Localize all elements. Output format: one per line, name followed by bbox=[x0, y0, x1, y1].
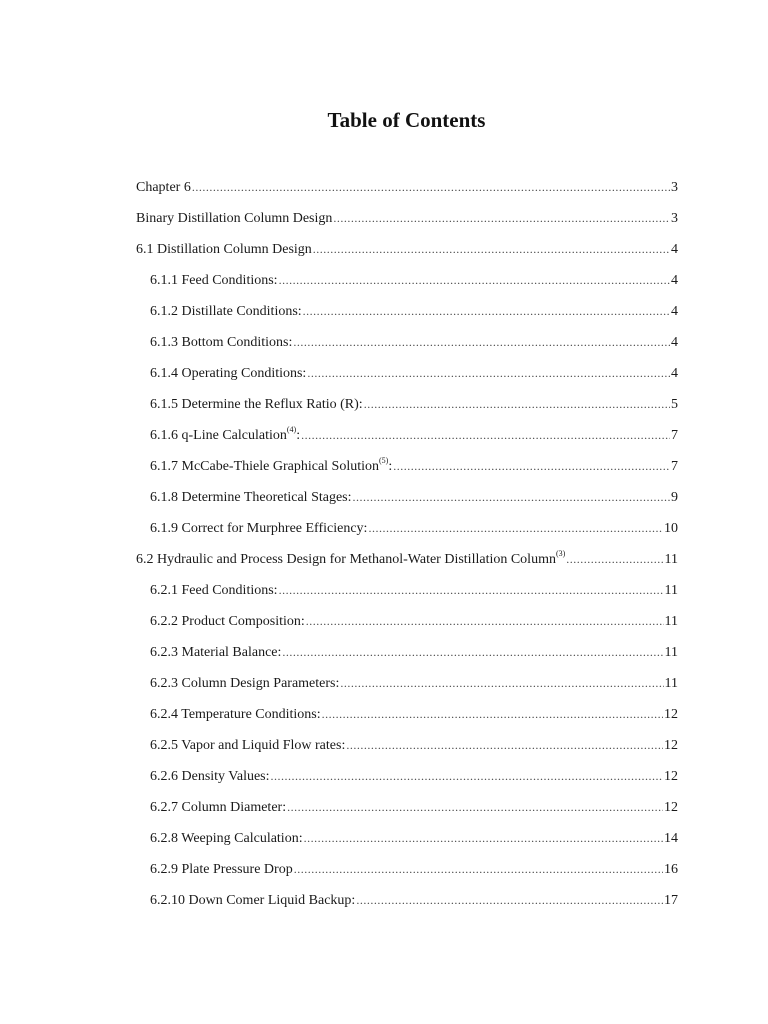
toc-entry[interactable] bbox=[136, 858, 678, 889]
toc-page-number: 11 bbox=[664, 583, 678, 598]
dot-leader bbox=[287, 796, 663, 818]
toc-entry[interactable] bbox=[136, 765, 678, 796]
dot-leader bbox=[346, 734, 663, 756]
toc-entry[interactable] bbox=[136, 207, 678, 238]
toc-page-number: 4 bbox=[671, 242, 678, 257]
toc-entry[interactable] bbox=[136, 579, 678, 610]
toc-page-number: 12 bbox=[664, 800, 678, 815]
toc-entry-label: 6.1.7 McCabe-Thiele Graphical Solution$^{(5)}$: bbox=[150, 456, 393, 474]
toc-entry[interactable] bbox=[136, 827, 678, 858]
toc-entry-label: 6.2 Hydraulic and Process Design for Methanol-Water Distillation Column$^{(3)}$ bbox=[136, 549, 566, 567]
toc-entry[interactable] bbox=[136, 424, 678, 455]
toc-entry-label: 6.2.9 Plate Pressure Drop bbox=[150, 862, 293, 877]
toc-entry-label: 6.1.8 Determine Theoretical Stages: bbox=[150, 490, 352, 505]
dot-leader bbox=[566, 548, 663, 570]
toc-entry[interactable] bbox=[136, 331, 678, 362]
toc-page-number: 11 bbox=[664, 676, 678, 691]
toc-entry-label: Chapter 6 bbox=[136, 180, 191, 195]
toc-entry[interactable] bbox=[136, 362, 678, 393]
toc-entry-label: 6.1.3 Bottom Conditions: bbox=[150, 335, 293, 350]
dot-leader bbox=[304, 827, 663, 849]
toc-entry[interactable] bbox=[136, 734, 678, 765]
toc-entry[interactable] bbox=[136, 703, 678, 734]
toc-entry-label: 6.1.1 Feed Conditions: bbox=[150, 273, 278, 288]
toc-entry-label: 6.1 Distillation Column Design bbox=[136, 242, 312, 257]
dot-leader bbox=[271, 765, 663, 787]
toc-entry-label: 6.1.9 Correct for Murphree Efficiency: bbox=[150, 521, 368, 536]
toc-page-number: 3 bbox=[671, 211, 678, 226]
toc-page-number: 11 bbox=[664, 645, 678, 660]
toc-entry[interactable] bbox=[136, 455, 678, 486]
dot-leader bbox=[279, 269, 670, 291]
toc-page-number: 4 bbox=[671, 273, 678, 288]
dot-leader bbox=[306, 610, 664, 632]
toc-entry-label: 6.2.1 Feed Conditions: bbox=[150, 583, 278, 598]
toc-page-number: 14 bbox=[664, 831, 678, 846]
toc-entry-label: 6.2.6 Density Values: bbox=[150, 769, 270, 784]
toc-entry-label: Binary Distillation Column Design bbox=[136, 211, 333, 226]
dot-leader bbox=[356, 889, 663, 911]
toc-page-number: 4 bbox=[671, 335, 678, 350]
toc-entry-label: 6.2.5 Vapor and Liquid Flow rates: bbox=[150, 738, 346, 753]
toc-page-number: 10 bbox=[664, 521, 678, 536]
toc-entry-label: 6.1.4 Operating Conditions: bbox=[150, 366, 307, 381]
dot-leader bbox=[294, 858, 663, 880]
toc-entry[interactable] bbox=[136, 269, 678, 300]
table-of-contents bbox=[136, 176, 678, 920]
dot-leader bbox=[307, 362, 670, 384]
toc-entry[interactable] bbox=[136, 393, 678, 424]
toc-entry[interactable] bbox=[136, 889, 678, 920]
toc-page-number: 11 bbox=[664, 552, 678, 567]
toc-entry[interactable] bbox=[136, 610, 678, 641]
toc-entry[interactable] bbox=[136, 517, 678, 548]
toc-page-number: 9 bbox=[671, 490, 678, 505]
dot-leader bbox=[333, 207, 670, 229]
toc-page-number: 12 bbox=[664, 769, 678, 784]
dot-leader bbox=[368, 517, 663, 539]
toc-page-number: 7 bbox=[671, 459, 678, 474]
toc-entry-label: 6.2.10 Down Comer Liquid Backup: bbox=[150, 893, 356, 908]
dot-leader bbox=[301, 424, 670, 446]
toc-entry-label: 6.1.5 Determine the Reflux Ratio (R): bbox=[150, 397, 363, 412]
toc-entry-label: 6.2.2 Product Composition: bbox=[150, 614, 305, 629]
toc-page-number: 17 bbox=[664, 893, 678, 908]
dot-leader bbox=[303, 300, 670, 322]
toc-entry-label: 6.2.3 Column Design Parameters: bbox=[150, 676, 340, 691]
dot-leader bbox=[364, 393, 670, 415]
dot-leader bbox=[313, 238, 670, 260]
toc-entry[interactable] bbox=[136, 238, 678, 269]
dot-leader bbox=[282, 641, 663, 663]
toc-page-number: 4 bbox=[671, 366, 678, 381]
toc-page-number: 7 bbox=[671, 428, 678, 443]
toc-entry[interactable] bbox=[136, 672, 678, 703]
toc-page-number: 3 bbox=[671, 180, 678, 195]
toc-entry[interactable] bbox=[136, 486, 678, 517]
dot-leader bbox=[353, 486, 670, 508]
toc-page-number: 5 bbox=[671, 397, 678, 412]
page-title: Table of Contents bbox=[327, 108, 486, 132]
toc-entry-label: 6.2.3 Material Balance: bbox=[150, 645, 282, 660]
toc-page-number: 4 bbox=[671, 304, 678, 319]
dot-leader bbox=[192, 176, 670, 198]
toc-entry-label: 6.1.2 Distillate Conditions: bbox=[150, 304, 302, 319]
toc-entry[interactable] bbox=[136, 641, 678, 672]
toc-page-number: 12 bbox=[664, 707, 678, 722]
toc-entry[interactable] bbox=[136, 548, 678, 579]
toc-page-number: 16 bbox=[664, 862, 678, 877]
dot-leader bbox=[393, 455, 670, 477]
toc-page-number: 12 bbox=[664, 738, 678, 753]
dot-leader bbox=[279, 579, 664, 601]
toc-entry[interactable] bbox=[136, 176, 678, 207]
toc-entry[interactable] bbox=[136, 300, 678, 331]
dot-leader bbox=[340, 672, 663, 694]
dot-leader bbox=[293, 331, 670, 353]
toc-entry[interactable] bbox=[136, 796, 678, 827]
dot-leader bbox=[322, 703, 663, 725]
toc-entry-label: 6.2.8 Weeping Calculation: bbox=[150, 831, 303, 846]
toc-entry-label: 6.2.4 Temperature Conditions: bbox=[150, 707, 321, 722]
toc-entry-label: 6.1.6 q-Line Calculation$^{(4)}$: bbox=[150, 425, 301, 443]
toc-page-number: 11 bbox=[664, 614, 678, 629]
toc-entry-label: 6.2.7 Column Diameter: bbox=[150, 800, 287, 815]
